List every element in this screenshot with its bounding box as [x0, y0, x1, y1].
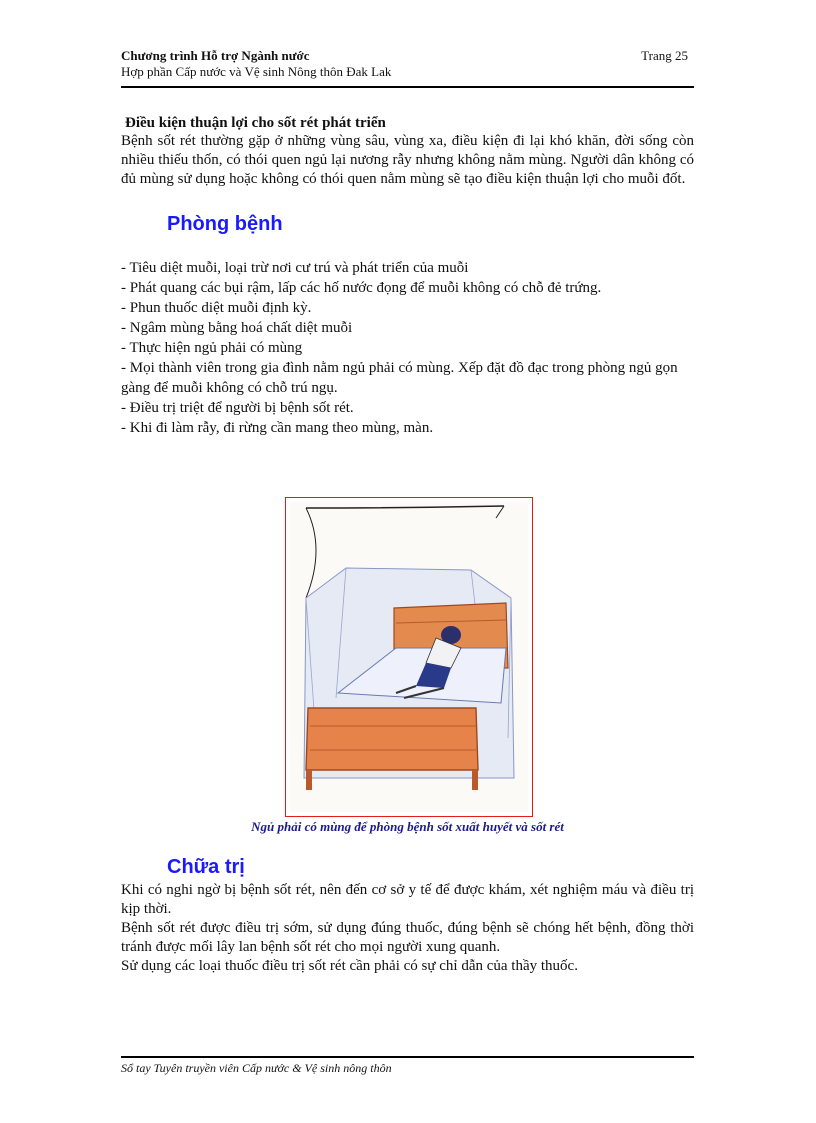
list-item: - Phát quang các bụi rậm, lấp các hố nước đọng để muỗi không có chỗ đẻ trứng. — [121, 280, 602, 296]
main-content — [121, 114, 694, 438]
header-divider — [121, 86, 694, 88]
treatment-section — [121, 856, 694, 976]
list-item: - Tiêu diệt muỗi, loại trừ nơi cư trú và phát triển của muỗi — [121, 260, 469, 276]
treatment-paragraph: Sử dụng các loại thuốc điều trị sốt rét cần phải có sự chỉ dẫn của thầy thuốc. — [121, 958, 578, 974]
mosquito-net-illustration — [285, 497, 533, 817]
list-item: - Ngâm mùng bằng hoá chất diệt muỗi — [121, 320, 353, 336]
figure-caption: Ngủ phải có mùng để phòng bệnh sốt xuất huyết và sốt rét — [251, 819, 564, 834]
conditions-heading: Điều kiện thuận lợi cho sốt rét phát triển — [125, 115, 386, 131]
page-number: Trang 25 — [641, 48, 688, 63]
page-footer: Sổ tay Tuyên truyền viên Cấp nước & Vệ sinh nông thôn — [121, 1061, 392, 1075]
list-item: - Khi đi làm rẫy, đi rừng cần mang theo mùng, màn. — [121, 420, 434, 436]
treatment-paragraph: Bệnh sốt rét được điều trị sớm, sử dụng đúng thuốc, đúng bệnh sẽ chóng hết bệnh, đồng thời tránh được mối lây lan bệnh sốt rét cho mọi người xung quanh. — [121, 920, 694, 955]
bed-net-drawing — [286, 498, 532, 816]
list-item: - Mọi thành viên trong gia đình nằm ngủ phải có mùng. Xếp đặt đồ đạc trong phòng ngủ gọn gàng để muỗi không có chỗ trú ngụ. — [121, 360, 678, 396]
program-title: Chương trình Hỗ trợ Ngành nước — [121, 48, 310, 63]
list-item: - Điều trị triệt để người bị bệnh sốt rét. — [121, 400, 354, 416]
footer-divider — [121, 1056, 694, 1058]
page-header — [121, 48, 694, 80]
prevention-heading: Phòng bệnh — [167, 213, 283, 235]
conditions-paragraph: Bệnh sốt rét thường gặp ở những vùng sâu, vùng xa, điều kiện đi lại khó khăn, đời sống còn nhiều thiếu thốn, có thói quen ngủ lại nương rẫy nhưng không nằm mùng. Người dân không có đủ mùng sử dụng hoặc không có thói quen nằm mùng sẽ tạo điều kiện thuận lợi cho muỗi đốt. — [121, 133, 694, 187]
list-item: - Phun thuốc diệt muỗi định kỳ. — [121, 300, 312, 316]
prevention-list — [121, 258, 694, 438]
treatment-paragraph: Khi có nghi ngờ bị bệnh sốt rét, nên đến cơ sở y tế để được khám, xét nghiệm máu và điều trị kịp thời. — [121, 882, 694, 917]
list-item: - Thực hiện ngủ phải có mùng — [121, 340, 303, 356]
treatment-heading: Chữa trị — [167, 856, 245, 878]
component-title: Hợp phần Cấp nước và Vệ sinh Nông thôn Đak Lak — [121, 64, 392, 79]
